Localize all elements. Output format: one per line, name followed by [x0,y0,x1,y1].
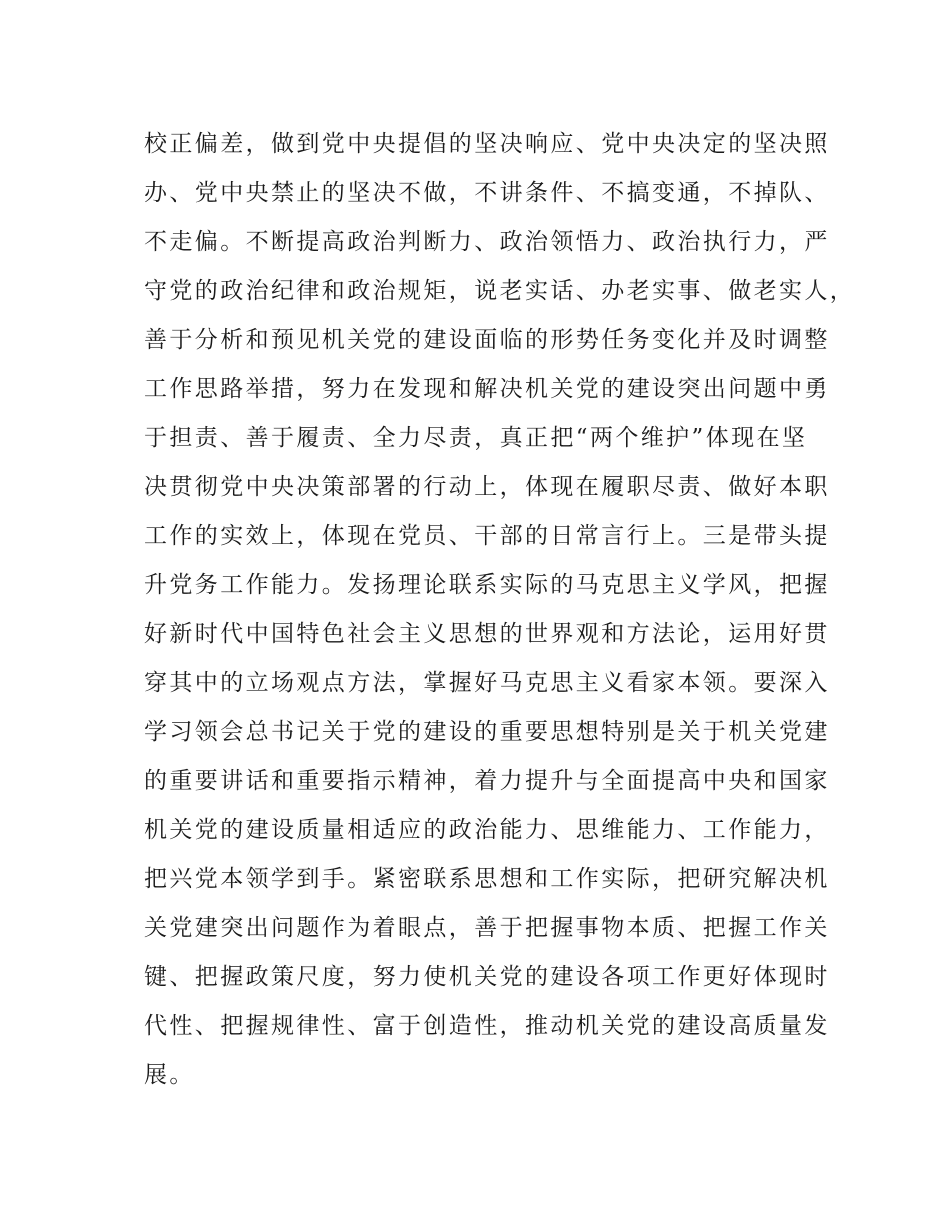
text-line: 于担责、善于履责、全力尽责，真正把“两个维护”体现在坚 [144,425,808,451]
text-line: 善于分析和预见机关党的建设面临的形势任务变化并及时调整 [144,327,830,353]
text-line: 的重要讲话和重要指示精神，着力提升与全面提高中央和国家 [144,768,830,794]
text-line: 键、把握政策尺度，努力使机关党的建设各项工作更好体现时 [144,964,830,990]
text-line: 好新时代中国特色社会主义思想的世界观和方法论，运用好贯 [144,621,830,647]
text-line: 不走偏。不断提高政治判断力、政治领悟力、政治执行力，严 [144,229,830,255]
text-line: 把兴党本领学到手。紧密联系思想和工作实际，把研究解决机 [144,866,830,892]
text-line: 工作思路举措，努力在发现和解决机关党的建设突出问题中勇 [144,376,830,402]
text-line: 守党的政治纪律和政治规矩，说老实话、办老实事、做老实人， [144,278,856,304]
text-line: 代性、把握规律性、富于创造性，推动机关党的建设高质量发 [144,1013,830,1039]
text-line: 展。 [144,1062,195,1088]
text-line: 决贯彻党中央决策部署的行动上，体现在履职尽责、做好本职 [144,474,830,500]
text-line: 校正偏差，做到党中央提倡的坚决响应、党中央决定的坚决照 [144,131,830,157]
text-line: 穿其中的立场观点方法，掌握好马克思主义看家本领。要深入 [144,670,830,696]
text-line: 工作的实效上，体现在党员、干部的日常言行上。三是带头提 [144,523,830,549]
text-line: 办、党中央禁止的坚决不做，不讲条件、不搞变通，不掉队、 [144,180,830,206]
text-line: 学习领会总书记关于党的建设的重要思想特别是关于机关党建 [144,719,830,745]
text-line: 机关党的建设质量相适应的政治能力、思维能力、工作能力， [144,817,830,843]
text-line: 关党建突出问题作为着眼点，善于把握事物本质、把握工作关 [144,915,830,941]
body-paragraph [144,120,856,1100]
text-line: 升党务工作能力。发扬理论联系实际的马克思主义学风，把握 [144,572,830,598]
